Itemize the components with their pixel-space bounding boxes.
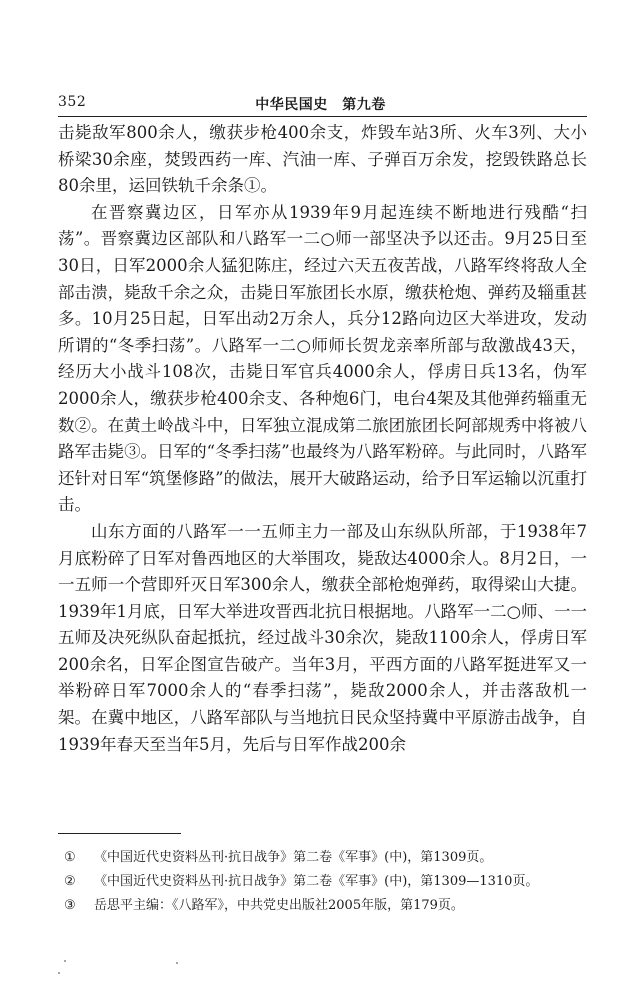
running-title: 中华民国史 第九卷 [255, 97, 386, 113]
header-rule [58, 116, 587, 117]
footnote-text: 岳思平主编：《八路军》，中共党史出版社2005年版，第179页。 [94, 898, 464, 913]
footnote-1 [64, 846, 584, 870]
paragraph-1: 击毙敌军800余人，缴获步枪400余支，炸毁车站3所、火车3列、大小桥梁30余座，焚毁西药一库、汽油一库、子弹百万余发，挖毁铁路总长80余里，运回铁轨千余条①。 [58, 123, 587, 196]
paragraph-3: 山东方面的八路军一一五师主力一部及山东纵队所部，于1938年7月底粉碎了日军对鲁西地区的大举围攻，毙敌达4000余人。8月2日，一一五师一个营即歼灭日军300余人，缴获全部枪炮弹药，取得梁山大捷。1939年1月底，日军大举进攻晋西北抗日根据地。八路军一二○师、一一五师及决死纵队奋起抵抗，经过战斗30余次，毙敌1100余人，俘虏日军200余名，日军企图宣告破产。当年3月，平西方面的八路军挺进军又一举粉碎日军7000余人的“春季扫荡”，毙敌2000余人，并击落敌机一架。在冀中地区，八路军部队与当地抗日民众坚持冀中平原游击战争，自1939年春天至当年5月，先后与日军作战200余 [58, 521, 587, 754]
footnote-2 [64, 870, 584, 894]
footnote-rule [58, 833, 181, 834]
footnote-text: 《中国近代史资料丛刊·抗日战争》第二卷《军事》(中)，第1309页。 [94, 850, 493, 865]
footnote-mark: ② [64, 874, 76, 889]
footnote-text: 《中国近代史资料丛刊·抗日战争》第二卷《军事》(中)，第1309—1310页。 [94, 874, 539, 889]
scan-speck [176, 962, 178, 964]
scan-speck [58, 972, 60, 974]
footnote-mark: ③ [64, 898, 76, 913]
paragraph-2: 在晋察冀边区，日军亦从1939年9月起连续不断地进行残酷“扫荡”。晋察冀边区部队和八路军一二○师一部坚决予以还击。9月25日至30日，日军2000余人猛犯陈庄，经过六天五夜苦战，八路军终将敌人全部击溃，毙敌千余之众，击毙日军旅团长水原，缴获枪炮、弹药及辎重甚多。10月25日起，日军出动2万余人，兵分12路向边区大举进攻，发动所谓的“冬季扫荡”。八路军一二○师师长贺龙亲率所部与敌激战43天，经历大小战斗108次，击毙日军官兵4000余人，俘虏日兵13名，伪军2000余人，缴获步枪400余支、各种炮6门，电台4架及其他弹药辎重无数②。在黄土岭战斗中，日军独立混成第二旅团旅团长阿部规秀中将被八路军击毙③。日军的“冬季扫荡”也最终为八路军粉碎。与此同时，八路军还针对日军“筑堡修路”的做法，展开大破路运动，给予日军运输以沉重打击。 [58, 202, 587, 515]
page-header [58, 92, 583, 114]
footnote-mark: ① [64, 850, 76, 865]
scan-speck [64, 960, 66, 962]
page-number: 352 [58, 94, 87, 110]
footnote-3 [64, 894, 584, 918]
body-text [58, 120, 587, 758]
footnotes [64, 846, 584, 918]
